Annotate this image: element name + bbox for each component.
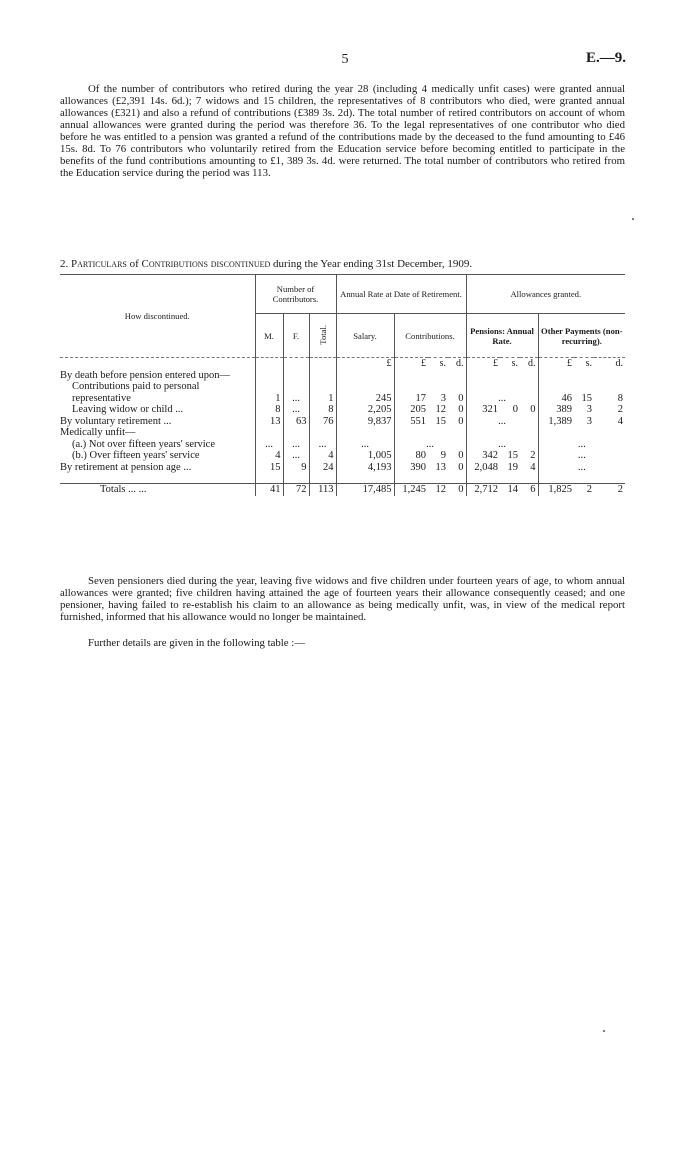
cell-total: 4 [309, 450, 336, 462]
cell-contrib-pounds: ... [394, 439, 466, 451]
unit-other-pence: d. [615, 358, 624, 369]
cell-m: 1 [255, 381, 283, 404]
cell-pens-pounds [466, 370, 500, 382]
cell-pens-pounds: ... [466, 416, 538, 428]
section-number: 2. [60, 258, 69, 270]
cell-other-shillings: 3 [586, 404, 593, 415]
cell-other-pounds: 1,389 [538, 416, 574, 428]
total-pens-pence: 6 [520, 484, 538, 496]
cell-pens-pence: 4 [530, 461, 536, 473]
cell-pens-shillings [500, 370, 520, 382]
cell-contrib-pence: 0 [458, 450, 464, 461]
cell-other-pence: 8 [617, 392, 624, 404]
header-how-discontinued: How discontinued. [60, 275, 255, 358]
unit-contrib-pence: d. [456, 358, 464, 369]
cell-contrib-pence: 0 [458, 392, 464, 404]
unit-salary: £ [336, 358, 394, 370]
header-other-payments: Other Payments (non-recurring). [538, 314, 625, 358]
row-label: By voluntary retirement ... [60, 415, 172, 427]
unit-contrib-pounds: £ [394, 358, 428, 370]
cell-f [283, 370, 309, 382]
total-f: 72 [283, 484, 309, 496]
row-label: Contributions paid to personal representative [72, 381, 200, 404]
unit-pens-shillings: s. [511, 358, 519, 369]
total-contrib-pence: 0 [448, 484, 466, 496]
table-row [60, 404, 625, 416]
cell-salary: 9,837 [336, 416, 394, 428]
header-total-label: Total. [317, 324, 328, 345]
cell-pens-shillings: 15 [507, 450, 519, 461]
total-contrib-shillings: 12 [428, 484, 448, 496]
cell-other-pounds [538, 370, 574, 382]
cell-total: 24 [309, 462, 336, 484]
total-other-pence: 2 [594, 484, 625, 496]
page-number: 5 [341, 52, 349, 67]
cell-contrib-shillings: 9 [440, 450, 446, 461]
cell-f: 63 [283, 416, 309, 428]
unit-other-pounds: £ [538, 358, 574, 370]
caption-rest: during the Year ending 31st December, 1909. [273, 258, 473, 270]
scan-speck [603, 1030, 605, 1032]
header-allowances-granted: Allowances granted. [466, 275, 625, 314]
cell-other-pence: 4 [617, 415, 624, 427]
totals-row [60, 484, 625, 496]
cell-contrib-pounds: 17 [394, 381, 428, 404]
row-label: (a.) Not over fifteen years' service [72, 438, 215, 450]
cell-contrib-pounds: 205 [394, 404, 428, 416]
cell-other-pounds: ... [538, 462, 625, 484]
further-details-paragraph: Further details are given in the following table :— [88, 637, 306, 649]
cell-m: 15 [255, 462, 283, 484]
cell-m: 4 [255, 450, 283, 462]
table-row [60, 462, 625, 484]
cell-contrib-shillings: 12 [435, 404, 446, 415]
cell-contrib-shillings: 3 [440, 392, 446, 404]
header-contributions: Contributions. [394, 314, 466, 358]
cell-pens-pence: 0 [530, 404, 536, 415]
cell-other-pounds: ... [538, 450, 625, 462]
cell-f: 9 [283, 462, 309, 484]
cell-other-shillings [574, 370, 594, 382]
cell-pens-pounds: 342 [466, 450, 500, 462]
cell-contrib-pounds: 80 [394, 450, 428, 462]
header-m: M. [255, 314, 283, 358]
cell-contrib-pence: 0 [458, 404, 464, 415]
cell-m [255, 370, 283, 382]
total-other-shillings: 2 [574, 484, 594, 496]
cell-pens-shillings: 0 [512, 404, 519, 415]
cell-pens-shillings: 19 [507, 461, 519, 473]
cell-salary: 4,193 [336, 462, 394, 484]
cell-m: 8 [255, 404, 283, 416]
cell-pens-pounds: ... [466, 381, 538, 404]
table-row [60, 427, 625, 439]
cell-other-pounds: ... [538, 439, 625, 451]
cell-salary: 2,205 [336, 404, 394, 416]
unit-other-shillings: s. [585, 358, 593, 369]
cell-total: 1 [309, 381, 336, 404]
cell-other-pence [594, 370, 625, 382]
pensioners-paragraph: Seven pensioners died during the year, leaving five widows and five children under fourteen years of age, to whom annual allowances were granted; five children having attained the age of fourteen years their allowance consequently ceased; and one pensioner, having failed to re-establish his claim to an allowance as being medically unfit, was, in view of the medical report furnished, informed that his allowance would no longer be maintained. [60, 575, 625, 623]
cell-contrib-pence: 0 [458, 415, 464, 427]
cell-f: ... [283, 381, 309, 404]
cell-contrib-pence [448, 370, 466, 382]
row-label: Medically unfit— [60, 427, 136, 438]
cell-pens-pounds: ... [466, 439, 538, 451]
scan-speck [632, 218, 634, 220]
caption-of: of [129, 258, 139, 270]
unit-pens-pounds: £ [466, 358, 500, 370]
total-contrib-pounds: 1,245 [394, 484, 428, 496]
cell-pens-pounds: 2,048 [466, 462, 500, 484]
cell-contrib-pounds: 551 [394, 416, 428, 428]
unit-pens-pence: d. [528, 358, 536, 369]
cell-f: ... [283, 450, 309, 462]
document-reference: E.—9. [585, 50, 626, 66]
cell-salary: ... [336, 439, 394, 451]
cell-other-pounds: 46 [538, 381, 574, 404]
cell-salary [336, 370, 394, 382]
table-row [60, 450, 625, 462]
cell-pens-pence [520, 370, 538, 382]
cell-contrib-shillings [428, 370, 448, 382]
row-label: Leaving widow or child ... [72, 404, 184, 415]
total-pens-shillings: 14 [500, 484, 520, 496]
contributions-discontinued-table [60, 274, 625, 496]
row-label: By retirement at pension age ... [60, 461, 192, 473]
intro-paragraph: Of the number of contributors who retired during the year 28 (including 4 medically unfit cases) were granted annual allowances (£2,391 14s. 6d.); 7 widows and 15 children, the representatives of 8 contributors who died, were granted annual allowances (£321) and also a refund of contributions (£389 3s. 2d). The total number of retired contributors on account of whom annual allowances were granted during the period was therefore 36. To the legal representatives of one contributor who died before he was entitled to a pension was granted a refund of the contributions made by the deceased to the fund amounting to £46 15s. 8d. To 76 contributors who voluntarily retired from the Education service before becoming entitled to participate in the benefits of the fund contributions amounting to £1, 389 3s. 4d. were returned. The total number of contributors who retired from the Education service during the period was 113. [60, 83, 625, 179]
cell-total: 8 [309, 404, 336, 416]
cell-pens-pence: 2 [530, 450, 536, 461]
cell-pens-pounds: 321 [466, 404, 500, 416]
units-row [60, 358, 625, 370]
table-caption [60, 258, 625, 270]
table-row [60, 439, 625, 451]
cell-contrib-shillings: 13 [435, 461, 446, 473]
cell-total: 76 [309, 416, 336, 428]
header-annual-rate: Annual Rate at Date of Retirement. [336, 275, 466, 314]
caption-contributions-discontinued: Contributions discontinued [141, 258, 271, 270]
totals-label: Totals ... ... [60, 484, 255, 496]
total-salary: 17,485 [336, 484, 394, 496]
cell-f: ... [283, 439, 309, 451]
cell-contrib-shillings: 15 [435, 415, 446, 427]
table-row [60, 416, 625, 428]
cell-total [309, 370, 336, 382]
header-pensions: Pensions: Annual Rate. [466, 314, 538, 358]
caption-particulars: Particulars [71, 258, 127, 270]
cell-contrib-pounds: 390 [394, 462, 428, 484]
total-other-pounds: 1,825 [538, 484, 574, 496]
header-f: F. [283, 314, 309, 358]
table-row [60, 370, 625, 382]
cell-salary: 1,005 [336, 450, 394, 462]
table-row [60, 381, 625, 404]
cell-m: ... [255, 439, 283, 451]
unit-contrib-shillings: s. [439, 358, 446, 369]
total-total: 113 [309, 484, 336, 496]
cell-contrib-pounds [394, 370, 428, 382]
header-total [309, 314, 336, 358]
row-label: (b.) Over fifteen years' service [72, 450, 200, 461]
header-number-of-contributors: Number of Contributors. [255, 275, 336, 314]
row-label: By death before pension entered upon— [60, 369, 230, 381]
cell-contrib-pence: 0 [458, 461, 464, 473]
header-salary: Salary. [336, 314, 394, 358]
total-pens-pounds: 2,712 [466, 484, 500, 496]
cell-other-shillings: 15 [581, 392, 593, 404]
cell-other-pounds: 389 [538, 404, 574, 416]
cell-m: 13 [255, 416, 283, 428]
cell-f: ... [283, 404, 309, 416]
cell-total: ... [309, 439, 336, 451]
cell-other-shillings: 3 [586, 415, 593, 427]
total-m: 41 [255, 484, 283, 496]
cell-other-pence: 2 [617, 404, 624, 415]
cell-salary: 245 [336, 381, 394, 404]
